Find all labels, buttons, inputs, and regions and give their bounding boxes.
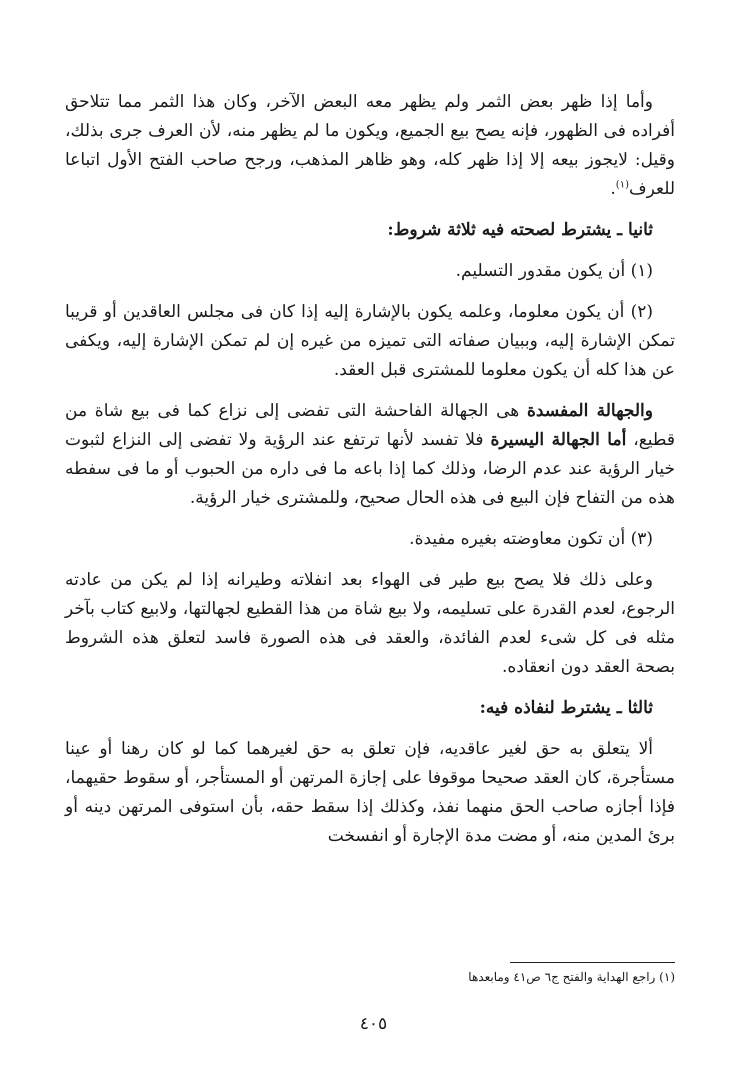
condition-1: (١) أن يكون مقدور التسليم. [455,261,653,281]
condition-2: (٢) أن يكون معلوما، وعلمه يكون بالإشارة إليه إذا كان فى مجلس العاقدين أو قريبا تمكن الإشارة إليه، وببيان صفاته التى تميزه من غيره إن لم تمكن الإشارة إليه، ويكفى عن هذا كله أن يكون معلوما للمشترى قبل العقد. [65,302,675,380]
term-minor-ignorance: أما الجهالة اليسيرة [490,430,627,450]
footnote-marker[interactable]: (١) [615,179,629,191]
paragraph-consequences: وعلى ذلك فلا يصح بيع طير فى الهواء بعد انفلاته وطيرانه إذا لم يكن من عادته الرجوع، لعدم القدرة على تسليمه، ولا بيع شاة من هذا القطيع لجهالتها، ولابيع كتاب بآخر مثله فى كل شىء لعدم الفائدة، والعقد فى هذه الصورة فاسد لتعلق هذه الشروط بصحة العقد دون انعقاده. [65,570,675,677]
condition-3: (٣) أن تكون معاوضته بغيره مفيدة. [409,529,653,549]
footnote-divider [510,962,675,963]
paragraph-text: هى الجهالة الفاحشة التى تفضى إلى نزاع كما فى بيع شاة من قطيع، [65,401,675,450]
footnote: (١) راجع الهداية والفتح ج٦ ص٤١ ومابعدها [468,970,675,984]
heading-third-validity: ثالثا ـ يشترط لنفاذه فيه: [479,698,653,718]
page-body [65,88,675,863]
paragraph-fruit-sale [65,88,675,204]
paragraph-third-party-right: ألا يتعلق به حق لغير عاقديه، فإن تعلق به حق لغيرهما كما لو كان رهنا أو عينا مستأجرة، كان العقد صحيحا موقوفا على إجازة المرتهن أو المستأجر، أو سقوط حقيهما، فإذا أجازه صاحب الحق منهما نفذ، وكذلك إذا سقط حقه، بأن استوفى المرتهن دينه أو برئ المدين منه، أو مضت مدة الإجارة أو انفسخت [65,739,675,846]
paragraph-text: وأما إذا ظهر بعض الثمر ولم يظهر معه البعض الآخر، وكان هذا الثمر مما تتلاحق أفراده فى الظهور، فإنه يصح بيع الجميع، ويكون ما لم يظهر منه، لأن العرف جرى بذلك، وقيل: لايجوز بيعه إلا إذا ظهر كله، وهو ظاهر المذهب، ورجح صاحب الفتح الأول اتباعا للعرف [65,92,675,199]
paragraph-text: فلا تفسد لأنها ترتفع عند الرؤية ولا تفضى إلى النزاع لثبوت خيار الرؤية عند عدم الرضا، وذلك كما إذا باعه ما فى داره من الحبوب أو ما فى سفطه هذه من التفاح فإن البيع فى هذه الحال صحيح، وللمشترى خيار الرؤية. [65,430,675,508]
paragraph-end: . [610,179,616,199]
term-corrupting-ignorance: والجهالة المفسدة [527,401,653,421]
page-number: ٤٠٥ [359,1014,388,1034]
paragraph-ignorance [65,397,675,513]
heading-second-conditions: ثانيا ـ يشترط لصحته فيه ثلاثة شروط: [387,220,653,240]
